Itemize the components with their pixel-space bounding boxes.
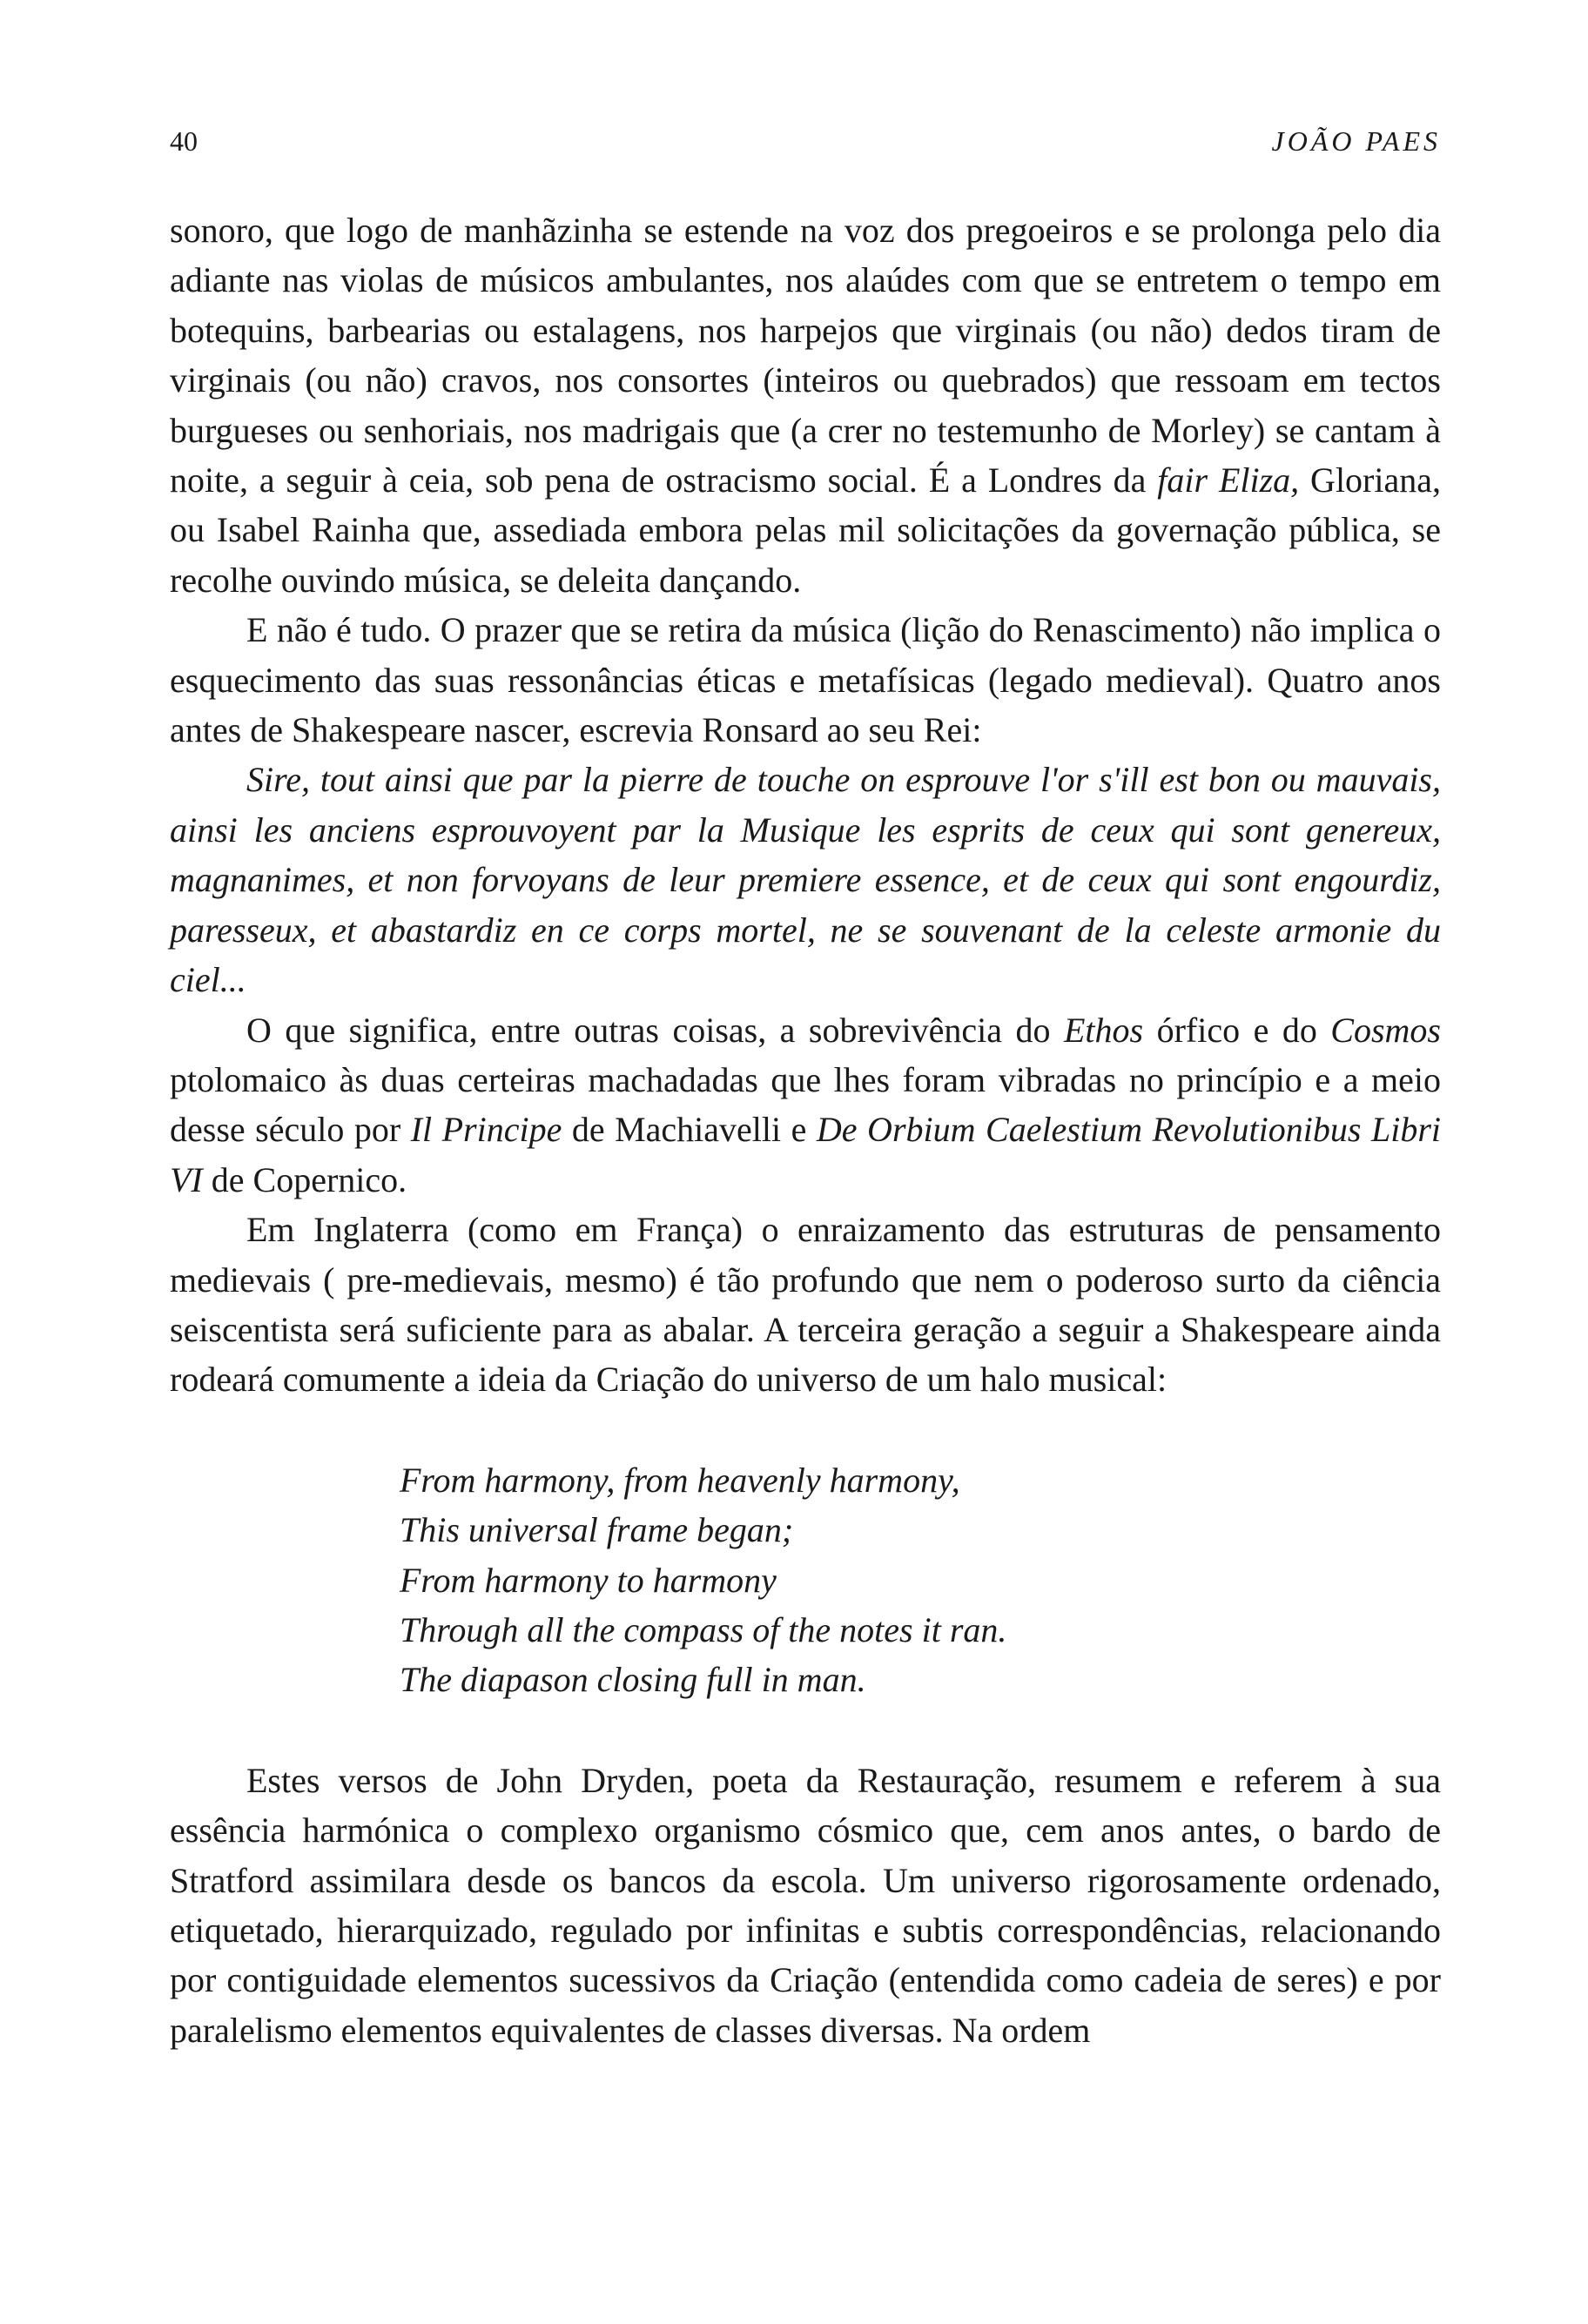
- dryden-poem: [400, 1455, 1441, 1705]
- poem-line: This universal frame began;: [400, 1510, 794, 1550]
- poem-line: From harmony to harmony: [400, 1560, 777, 1600]
- paragraph-1: sonoro, que logo de manhãzinha se estende na voz dos pregoeiros e se prolonga pelo dia adiante nas violas de músicos ambulantes, nos alaúdes com que se entretem o tempo em botequins, barbearias ou estalagens, nos harpejos que virginais (ou não) dedos tiram de virginais (ou não) cravos, nos consortes (inteiros ou quebrados) que ressoam em tectos burgueses ou senhoriais, nos madrigais que (a crer no testemunho de Morley) se cantam à noite, a seguir à ceia, sob pena de ostracismo social. É a Londres da fair Eliza, Gloriana, ou Isabel Rainha que, assediada embora pelas mil solicitações da governação pública, se recolhe ouvindo música, se deleita dançando.: [170, 211, 1442, 600]
- paragraph-3: O que significa, entre outras coisas, a sobrevivência do Ethos órfico e do Cosmos ptolomaico às duas certeiras machadadas que lhes foram vibradas no princípio e a meio desse século por Il Principe de Machiavelli e De Orbium Caelestium Revolutionibus Libri VI de Copernico.: [170, 1010, 1441, 1199]
- body-text: [170, 205, 1441, 2055]
- running-head: [170, 125, 1441, 164]
- poem-line: From harmony, from heavenly harmony,: [400, 1460, 960, 1500]
- poem-line: The diapason closing full in man.: [400, 1660, 866, 1700]
- poem-line: Through all the compass of the notes it ran.: [400, 1609, 1007, 1649]
- paragraph-4: Em Inglaterra (como em França) o enraizamento das estruturas de pensamento medievais ( pre-medievais, mesmo) é tão profundo que nem o poderoso surto da ciência seiscentista será suficiente para as abalar. A terceira geração a seguir a Shakespeare ainda rodeará comumente a ideia da Criação do universo de um halo musical:: [170, 1210, 1441, 1400]
- italic-phrase: fair Eliza,: [1157, 460, 1300, 500]
- ronsard-quote: Sire, tout ainsi que par la pierre de touche on esprouve l'or s'ill est bon ou mauvais, ainsi les anciens esprouvoyent par la Musique les esprits de ceux qui sont genereux, magnanimes, et non forvoyans de leur premiere essence, et de ceux qui sont engourdiz, paresseux, et abastardiz en ce corps mortel, ne se souvenant de la celeste armonie du ciel...: [170, 760, 1441, 1000]
- paragraph-2: E não é tudo. O prazer que se retira da música (lição do Renascimento) não implica o esquecimento das suas ressonâncias éticas e metafísicas (legado medieval). Quatro anos antes de Shakespeare nascer, escrevia Ronsard ao seu Rei:: [170, 610, 1441, 750]
- running-title: JOÃO PAES: [1271, 125, 1441, 157]
- paragraph-5: Estes versos de John Dryden, poeta da Restauração, resumem e referem à sua essência harmónica o complexo organismo cósmico que, cem anos antes, o bardo de Stratford assimilara desde os bancos da escola. Um universo rigorosamente ordenado, etiquetado, hierarquizado, regulado por infinitas e subtis correspondências, relacionando por contiguidade elementos sucessivos da Criação (entendida como cadeia de seres) e por paralelismo elementos equivalentes de classes diversas. Na ordem: [170, 1760, 1441, 2050]
- page-number: 40: [170, 125, 198, 157]
